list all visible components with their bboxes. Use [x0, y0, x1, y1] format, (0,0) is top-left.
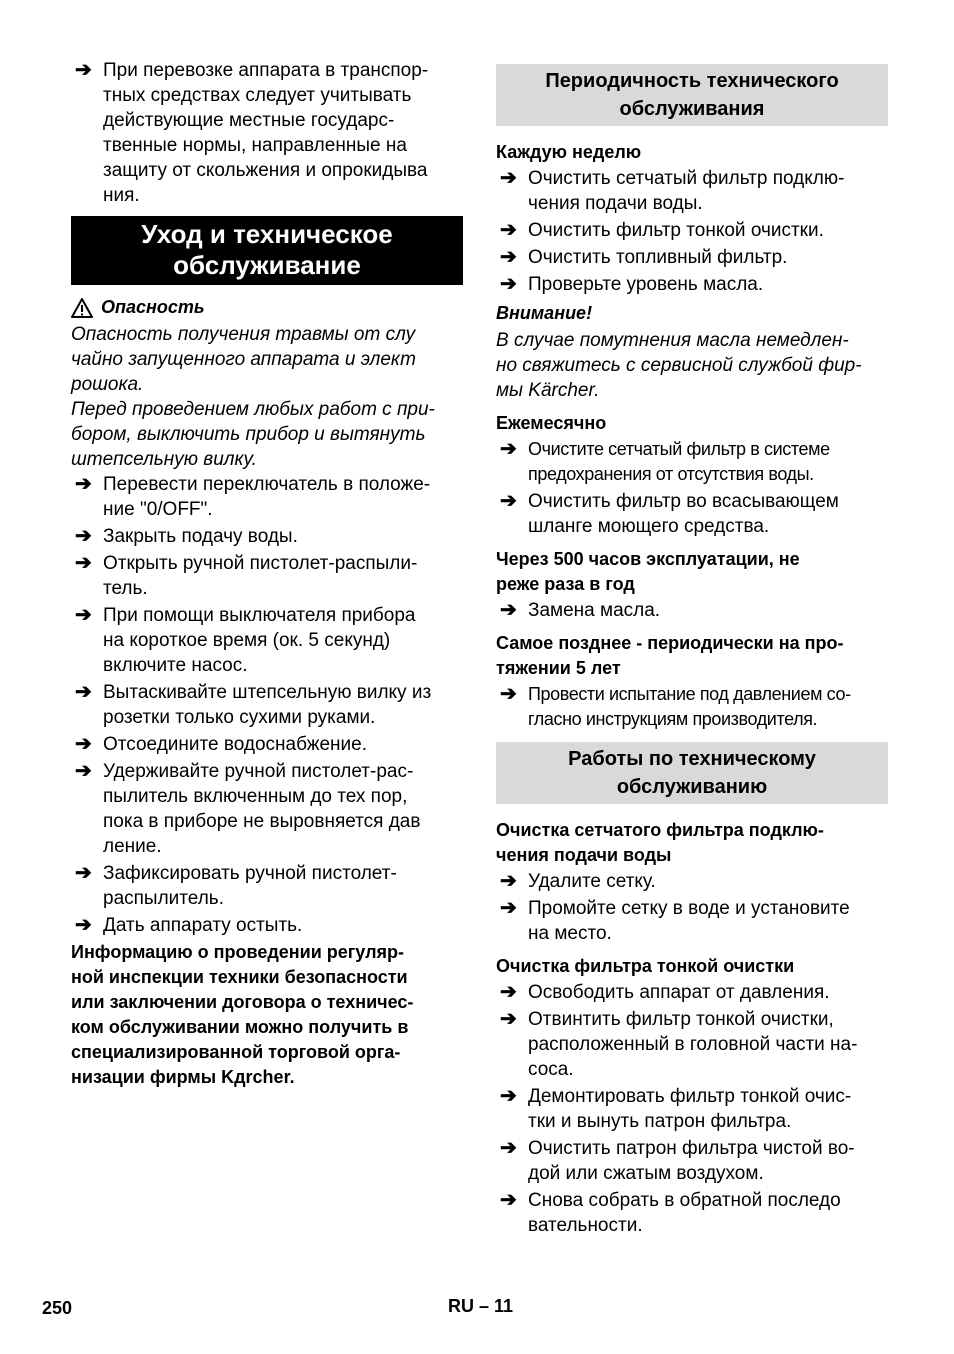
arrow-right-icon: ➔ — [500, 981, 517, 1003]
left-column — [71, 58, 463, 1090]
arrow-right-icon: ➔ — [500, 870, 517, 892]
arrow-right-icon: ➔ — [500, 897, 517, 919]
attention-label: Внимание! — [496, 303, 593, 323]
list-item: ➔ Открыть ручной пистолет-распыли- тель. — [75, 552, 418, 599]
arrow-right-icon: ➔ — [500, 683, 517, 705]
arrow-right-icon: ➔ — [500, 1008, 517, 1030]
list-item: ➔ Очистите сетчатый фильтр в системе предохранения от отсутствия воды. — [500, 438, 830, 484]
subheading-fine-filter: Очистка фильтра тонкой очистки — [496, 956, 795, 976]
subheading-500-hours: Через 500 часов эксплуатации, не реже раза в год — [496, 549, 800, 594]
arrow-right-icon: ➔ — [500, 219, 517, 241]
list-item: ➔ Отвинтить фильтр тонкой очистки, расположенный в головной части на- соса. — [500, 1008, 858, 1080]
subheading-5-years: Самое позднее - периодически на про- тяжении 5 лет — [496, 633, 844, 678]
arrow-right-icon: ➔ — [500, 273, 517, 295]
arrow-right-icon: ➔ — [75, 733, 92, 755]
list-item: ➔ Очистить сетчатый фильтр подклю- чения подачи воды. — [500, 167, 845, 214]
list-item: ➔ Перевести переключатель в положе- ние "0/OFF". — [75, 473, 431, 520]
list-item: ➔ При помощи выключателя прибора на короткое время (ок. 5 секунд) включите насос. — [75, 604, 416, 676]
list-item: ➔ Проверьте уровень масла. — [500, 273, 764, 295]
list-item: ➔ Вытаскивайте штепсельную вилку из розетки только сухими руками. — [75, 681, 432, 728]
section-heading-maintenance-schedule: Периодичность технического обслуживания — [496, 64, 888, 126]
list-item: ➔ Очистить фильтр во всасывающем шланге моющего средства. — [500, 490, 839, 537]
list-item: ➔ Освободить аппарат от давления. — [500, 981, 830, 1003]
list-item: ➔ Удерживайте ручной пистолет-рас- пылитель включенным до тех пор, пока в приборе не выровняется дав ление. — [75, 760, 421, 857]
list-item: ➔ Очистить патрон фильтра чистой во- дой или сжатым воздухом. — [500, 1137, 855, 1184]
arrow-right-icon: ➔ — [75, 760, 92, 782]
attention-text: В случае помутнения масла немедлен- но свяжитесь с сервисной службой фир- мы Kärcher. — [496, 330, 862, 401]
list-item: ➔ Отсоедините водоснабжение. — [75, 733, 367, 755]
arrow-right-icon: ➔ — [75, 59, 92, 81]
arrow-right-icon: ➔ — [500, 167, 517, 189]
arrow-right-icon: ➔ — [500, 1137, 517, 1159]
list-item: ➔ Провести испытание под давлением со- гласно инструкциям производителя. — [500, 683, 851, 729]
subheading-weekly: Каждую неделю — [496, 142, 642, 162]
page-number: 250 — [42, 1298, 73, 1318]
list-item: ➔ Дать аппарату остыть. — [75, 914, 303, 936]
subheading-monthly: Ежемесячно — [496, 413, 607, 433]
danger-text: Опасность получения травмы от слу чайно запущенного аппарата и элект рошока. Перед проведением любых работ с при- бором, выключить прибор и вытянуть штепсельную вилку. — [71, 324, 435, 470]
section-heading-maintenance-work: Работы по техническому обслуживанию — [496, 742, 888, 804]
arrow-right-icon: ➔ — [75, 681, 92, 703]
list-item: ➔ Очистить фильтр тонкой очистки. — [500, 219, 824, 241]
arrow-right-icon: ➔ — [500, 438, 517, 460]
list-item: ➔ Удалите сетку. — [500, 870, 656, 892]
arrow-right-icon: ➔ — [500, 599, 517, 621]
subheading-mesh-filter: Очистка сетчатого фильтра подклю- чения подачи воды — [496, 820, 824, 865]
section-heading-care-maintenance: Уход и техническое обслуживание — [71, 216, 463, 285]
transport-note: ➔ При перевозке аппарата в транспор- тных средствах следует учитывать действующие местные государс- твенные нормы, направленные на защиту от скольжения и опрокидыва ния. — [75, 59, 429, 206]
service-info-block: Информацию о проведении регуляр- ной инспекции техники безопасности или заключении договора о техничес- ком обслуживании можно получить в специализированной торговой орга- низации фирмы Kдrcher. — [71, 942, 414, 1087]
arrow-right-icon: ➔ — [75, 552, 92, 574]
right-column — [496, 64, 888, 1240]
list-item: ➔ Демонтировать фильтр тонкой очис- тки и вынуть патрон фильтра. — [500, 1085, 852, 1132]
list-item: ➔ Промойте сетку в воде и установите на место. — [500, 897, 850, 944]
arrow-right-icon: ➔ — [500, 490, 517, 512]
list-item: ➔ Закрыть подачу воды. — [75, 525, 298, 547]
arrow-right-icon: ➔ — [75, 862, 92, 884]
list-item: ➔ Зафиксировать ручной пистолет- распылитель. — [75, 862, 397, 909]
arrow-right-icon: ➔ — [500, 246, 517, 268]
arrow-right-icon: ➔ — [500, 1189, 517, 1211]
list-item: ➔ Снова собрать в обратной последо вательности. — [500, 1189, 841, 1236]
list-item: ➔ Очистить топливный фильтр. — [500, 246, 788, 268]
arrow-right-icon: ➔ — [75, 914, 92, 936]
arrow-right-icon: ➔ — [500, 1085, 517, 1107]
arrow-right-icon: ➔ — [75, 525, 92, 547]
danger-label: Опасность — [71, 295, 463, 320]
list-item: ➔ Замена масла. — [500, 599, 661, 621]
warning-triangle-icon — [71, 298, 93, 318]
arrow-right-icon: ➔ — [75, 604, 92, 626]
arrow-right-icon: ➔ — [75, 473, 92, 495]
section-page-label: RU – 11 — [448, 1296, 514, 1316]
